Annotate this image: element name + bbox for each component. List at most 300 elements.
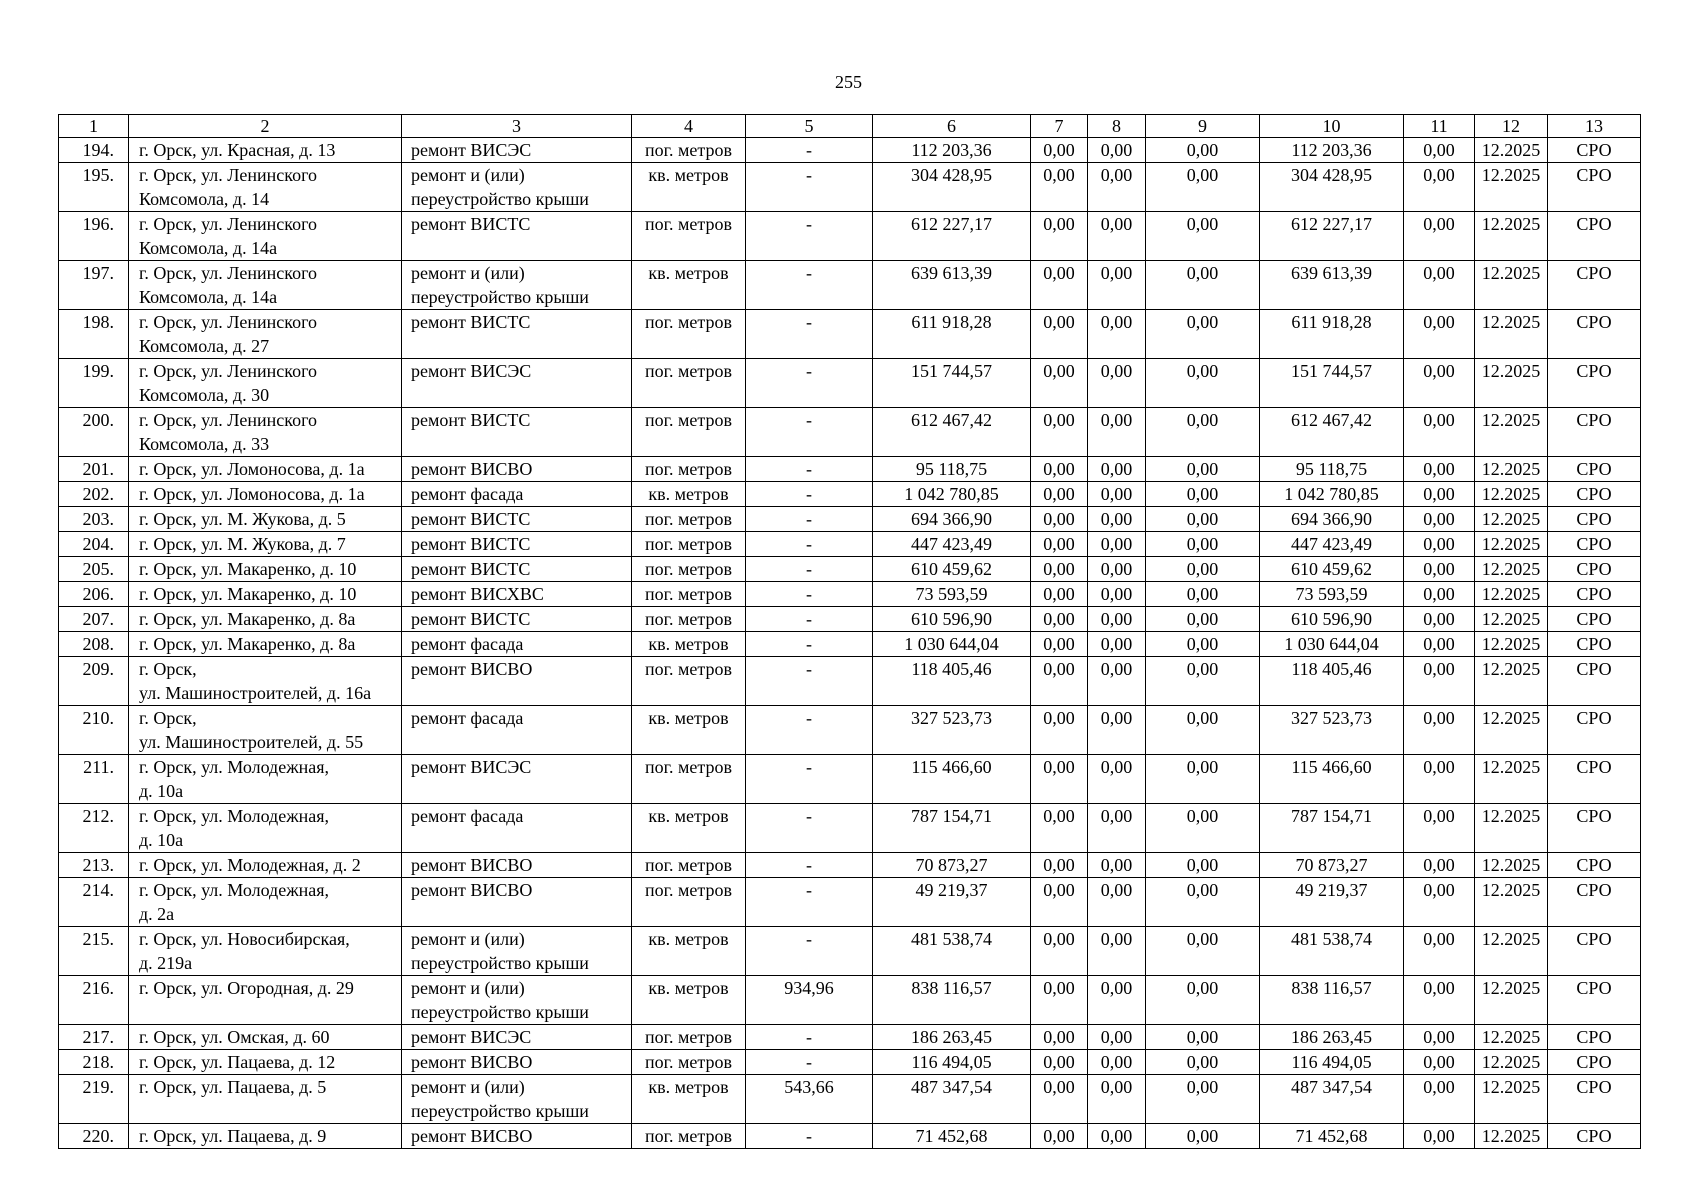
total-cost-cell: 447 423,49 bbox=[873, 532, 1031, 557]
quantity-cell: - bbox=[746, 457, 873, 482]
row-number: 198. bbox=[59, 310, 129, 359]
total-cost-cell: 118 405,46 bbox=[873, 657, 1031, 706]
other-funds-cell: 0,00 bbox=[1404, 804, 1475, 853]
row-number: 207. bbox=[59, 607, 129, 632]
address-cell: г. Орск, ул. Ленинского Комсомола, д. 14 bbox=[129, 163, 402, 212]
owners-funds-cell: 1 042 780,85 bbox=[1260, 482, 1404, 507]
table-row bbox=[59, 755, 1641, 804]
other-funds-cell: 0,00 bbox=[1404, 582, 1475, 607]
quantity-cell: 543,66 bbox=[746, 1075, 873, 1124]
address-cell: г. Орск, ул. Новосибирская, д. 219а bbox=[129, 927, 402, 976]
fund-cell: 0,00 bbox=[1031, 927, 1088, 976]
total-cost-cell: 612 467,42 bbox=[873, 408, 1031, 457]
method-cell: СРО bbox=[1548, 1124, 1641, 1149]
table-row bbox=[59, 1075, 1641, 1124]
work-type-cell: ремонт ВИСВО bbox=[402, 853, 632, 878]
quantity-cell: - bbox=[746, 755, 873, 804]
owners-funds-cell: 639 613,39 bbox=[1260, 261, 1404, 310]
fund-cell: 0,00 bbox=[1088, 557, 1146, 582]
row-number: 205. bbox=[59, 557, 129, 582]
table-row bbox=[59, 976, 1641, 1025]
row-number: 215. bbox=[59, 927, 129, 976]
quantity-cell: - bbox=[746, 927, 873, 976]
row-number: 219. bbox=[59, 1075, 129, 1124]
other-funds-cell: 0,00 bbox=[1404, 212, 1475, 261]
method-cell: СРО bbox=[1548, 706, 1641, 755]
fund-cell: 0,00 bbox=[1031, 532, 1088, 557]
address-cell: г. Орск, ул. Ломоносова, д. 1а bbox=[129, 457, 402, 482]
work-type-cell: ремонт ВИСТС bbox=[402, 557, 632, 582]
completion-date-cell: 12.2025 bbox=[1475, 557, 1548, 582]
row-number: 220. bbox=[59, 1124, 129, 1149]
method-cell: СРО bbox=[1548, 261, 1641, 310]
address-cell: г. Орск, ул. М. Жукова, д. 5 bbox=[129, 507, 402, 532]
fund-cell: 0,00 bbox=[1146, 706, 1260, 755]
row-number: 202. bbox=[59, 482, 129, 507]
work-type-cell: ремонт и (или) переустройство крыши bbox=[402, 976, 632, 1025]
completion-date-cell: 12.2025 bbox=[1475, 976, 1548, 1025]
owners-funds-cell: 186 263,45 bbox=[1260, 1025, 1404, 1050]
other-funds-cell: 0,00 bbox=[1404, 878, 1475, 927]
table-row bbox=[59, 1050, 1641, 1075]
owners-funds-cell: 118 405,46 bbox=[1260, 657, 1404, 706]
other-funds-cell: 0,00 bbox=[1404, 408, 1475, 457]
fund-cell: 0,00 bbox=[1146, 853, 1260, 878]
quantity-cell: - bbox=[746, 507, 873, 532]
quantity-cell: - bbox=[746, 408, 873, 457]
method-cell: СРО bbox=[1548, 457, 1641, 482]
row-number: 218. bbox=[59, 1050, 129, 1075]
method-cell: СРО bbox=[1548, 212, 1641, 261]
method-cell: СРО bbox=[1548, 482, 1641, 507]
unit-cell: пог. метров bbox=[632, 878, 746, 927]
method-cell: СРО bbox=[1548, 976, 1641, 1025]
total-cost-cell: 487 347,54 bbox=[873, 1075, 1031, 1124]
fund-cell: 0,00 bbox=[1031, 261, 1088, 310]
unit-cell: пог. метров bbox=[632, 1050, 746, 1075]
fund-cell: 0,00 bbox=[1031, 706, 1088, 755]
address-cell: г. Орск, ул. Макаренко, д. 10 bbox=[129, 582, 402, 607]
fund-cell: 0,00 bbox=[1088, 755, 1146, 804]
fund-cell: 0,00 bbox=[1146, 138, 1260, 163]
other-funds-cell: 0,00 bbox=[1404, 532, 1475, 557]
total-cost-cell: 95 118,75 bbox=[873, 457, 1031, 482]
total-cost-cell: 327 523,73 bbox=[873, 706, 1031, 755]
fund-cell: 0,00 bbox=[1031, 582, 1088, 607]
address-cell: г. Орск, ул. Машиностроителей, д. 55 bbox=[129, 706, 402, 755]
quantity-cell: - bbox=[746, 804, 873, 853]
fund-cell: 0,00 bbox=[1146, 976, 1260, 1025]
total-cost-cell: 838 116,57 bbox=[873, 976, 1031, 1025]
address-cell: г. Орск, ул. Макаренко, д. 8а bbox=[129, 632, 402, 657]
fund-cell: 0,00 bbox=[1088, 359, 1146, 408]
fund-cell: 0,00 bbox=[1146, 1075, 1260, 1124]
work-type-cell: ремонт ВИСЭС bbox=[402, 138, 632, 163]
completion-date-cell: 12.2025 bbox=[1475, 532, 1548, 557]
fund-cell: 0,00 bbox=[1088, 927, 1146, 976]
fund-cell: 0,00 bbox=[1088, 310, 1146, 359]
method-cell: СРО bbox=[1548, 1025, 1641, 1050]
fund-cell: 0,00 bbox=[1088, 1050, 1146, 1075]
fund-cell: 0,00 bbox=[1088, 582, 1146, 607]
total-cost-cell: 49 219,37 bbox=[873, 878, 1031, 927]
other-funds-cell: 0,00 bbox=[1404, 755, 1475, 804]
completion-date-cell: 12.2025 bbox=[1475, 138, 1548, 163]
total-cost-cell: 610 596,90 bbox=[873, 607, 1031, 632]
method-cell: СРО bbox=[1548, 138, 1641, 163]
table-row bbox=[59, 163, 1641, 212]
owners-funds-cell: 73 593,59 bbox=[1260, 582, 1404, 607]
owners-funds-cell: 327 523,73 bbox=[1260, 706, 1404, 755]
fund-cell: 0,00 bbox=[1088, 878, 1146, 927]
owners-funds-cell: 612 467,42 bbox=[1260, 408, 1404, 457]
fund-cell: 0,00 bbox=[1088, 457, 1146, 482]
row-number: 208. bbox=[59, 632, 129, 657]
row-number: 199. bbox=[59, 359, 129, 408]
table-row bbox=[59, 657, 1641, 706]
owners-funds-cell: 612 227,17 bbox=[1260, 212, 1404, 261]
table-row bbox=[59, 607, 1641, 632]
row-number: 206. bbox=[59, 582, 129, 607]
owners-funds-cell: 610 459,62 bbox=[1260, 557, 1404, 582]
total-cost-cell: 611 918,28 bbox=[873, 310, 1031, 359]
fund-cell: 0,00 bbox=[1146, 632, 1260, 657]
fund-cell: 0,00 bbox=[1031, 163, 1088, 212]
method-cell: СРО bbox=[1548, 1075, 1641, 1124]
owners-funds-cell: 1 030 644,04 bbox=[1260, 632, 1404, 657]
table-row bbox=[59, 457, 1641, 482]
other-funds-cell: 0,00 bbox=[1404, 310, 1475, 359]
work-type-cell: ремонт ВИСТС bbox=[402, 607, 632, 632]
total-cost-cell: 481 538,74 bbox=[873, 927, 1031, 976]
fund-cell: 0,00 bbox=[1146, 582, 1260, 607]
total-cost-cell: 694 366,90 bbox=[873, 507, 1031, 532]
quantity-cell: - bbox=[746, 657, 873, 706]
fund-cell: 0,00 bbox=[1146, 1124, 1260, 1149]
quantity-cell: - bbox=[746, 632, 873, 657]
other-funds-cell: 0,00 bbox=[1404, 607, 1475, 632]
address-cell: г. Орск, ул. Пацаева, д. 5 bbox=[129, 1075, 402, 1124]
completion-date-cell: 12.2025 bbox=[1475, 657, 1548, 706]
unit-cell: пог. метров bbox=[632, 557, 746, 582]
completion-date-cell: 12.2025 bbox=[1475, 212, 1548, 261]
fund-cell: 0,00 bbox=[1146, 804, 1260, 853]
address-cell: г. Орск, ул. Машиностроителей, д. 16а bbox=[129, 657, 402, 706]
row-number: 195. bbox=[59, 163, 129, 212]
total-cost-cell: 151 744,57 bbox=[873, 359, 1031, 408]
quantity-cell: - bbox=[746, 1050, 873, 1075]
column-header: 11 bbox=[1404, 115, 1475, 138]
owners-funds-cell: 115 466,60 bbox=[1260, 755, 1404, 804]
other-funds-cell: 0,00 bbox=[1404, 359, 1475, 408]
work-type-cell: ремонт ВИСВО bbox=[402, 457, 632, 482]
fund-cell: 0,00 bbox=[1088, 1124, 1146, 1149]
fund-cell: 0,00 bbox=[1088, 532, 1146, 557]
fund-cell: 0,00 bbox=[1031, 607, 1088, 632]
fund-cell: 0,00 bbox=[1088, 706, 1146, 755]
address-cell: г. Орск, ул. Молодежная, д. 2а bbox=[129, 878, 402, 927]
table-row bbox=[59, 138, 1641, 163]
fund-cell: 0,00 bbox=[1088, 657, 1146, 706]
work-type-cell: ремонт и (или) переустройство крыши bbox=[402, 927, 632, 976]
fund-cell: 0,00 bbox=[1146, 359, 1260, 408]
row-number: 211. bbox=[59, 755, 129, 804]
owners-funds-cell: 71 452,68 bbox=[1260, 1124, 1404, 1149]
table-row bbox=[59, 853, 1641, 878]
address-cell: г. Орск, ул. Омская, д. 60 bbox=[129, 1025, 402, 1050]
completion-date-cell: 12.2025 bbox=[1475, 755, 1548, 804]
work-type-cell: ремонт ВИСВО bbox=[402, 1050, 632, 1075]
owners-funds-cell: 694 366,90 bbox=[1260, 507, 1404, 532]
address-cell: г. Орск, ул. Макаренко, д. 10 bbox=[129, 557, 402, 582]
fund-cell: 0,00 bbox=[1146, 927, 1260, 976]
fund-cell: 0,00 bbox=[1146, 1025, 1260, 1050]
work-type-cell: ремонт ВИСВО bbox=[402, 878, 632, 927]
method-cell: СРО bbox=[1548, 878, 1641, 927]
completion-date-cell: 12.2025 bbox=[1475, 1025, 1548, 1050]
table-row bbox=[59, 532, 1641, 557]
work-type-cell: ремонт ВИСЭС bbox=[402, 1025, 632, 1050]
method-cell: СРО bbox=[1548, 755, 1641, 804]
total-cost-cell: 1 042 780,85 bbox=[873, 482, 1031, 507]
quantity-cell: - bbox=[746, 163, 873, 212]
work-type-cell: ремонт фасада bbox=[402, 482, 632, 507]
address-cell: г. Орск, ул. Пацаева, д. 9 bbox=[129, 1124, 402, 1149]
method-cell: СРО bbox=[1548, 532, 1641, 557]
address-cell: г. Орск, ул. Огородная, д. 29 bbox=[129, 976, 402, 1025]
unit-cell: кв. метров bbox=[632, 261, 746, 310]
quantity-cell: - bbox=[746, 582, 873, 607]
fund-cell: 0,00 bbox=[1088, 632, 1146, 657]
fund-cell: 0,00 bbox=[1146, 1050, 1260, 1075]
quantity-cell: 934,96 bbox=[746, 976, 873, 1025]
unit-cell: пог. метров bbox=[632, 507, 746, 532]
fund-cell: 0,00 bbox=[1146, 607, 1260, 632]
unit-cell: кв. метров bbox=[632, 927, 746, 976]
owners-funds-cell: 838 116,57 bbox=[1260, 976, 1404, 1025]
unit-cell: пог. метров bbox=[632, 408, 746, 457]
method-cell: СРО bbox=[1548, 632, 1641, 657]
fund-cell: 0,00 bbox=[1146, 532, 1260, 557]
method-cell: СРО bbox=[1548, 1050, 1641, 1075]
total-cost-cell: 304 428,95 bbox=[873, 163, 1031, 212]
address-cell: г. Орск, ул. Ленинского Комсомола, д. 14а bbox=[129, 212, 402, 261]
address-cell: г. Орск, ул. Молодежная, д. 10а bbox=[129, 804, 402, 853]
total-cost-cell: 71 452,68 bbox=[873, 1124, 1031, 1149]
row-number: 210. bbox=[59, 706, 129, 755]
other-funds-cell: 0,00 bbox=[1404, 632, 1475, 657]
fund-cell: 0,00 bbox=[1146, 482, 1260, 507]
fund-cell: 0,00 bbox=[1031, 1075, 1088, 1124]
method-cell: СРО bbox=[1548, 582, 1641, 607]
address-cell: г. Орск, ул. Пацаева, д. 12 bbox=[129, 1050, 402, 1075]
owners-funds-cell: 610 596,90 bbox=[1260, 607, 1404, 632]
fund-cell: 0,00 bbox=[1088, 482, 1146, 507]
table-row bbox=[59, 212, 1641, 261]
other-funds-cell: 0,00 bbox=[1404, 457, 1475, 482]
unit-cell: пог. метров bbox=[632, 359, 746, 408]
other-funds-cell: 0,00 bbox=[1404, 1050, 1475, 1075]
table-row bbox=[59, 1025, 1641, 1050]
other-funds-cell: 0,00 bbox=[1404, 927, 1475, 976]
completion-date-cell: 12.2025 bbox=[1475, 482, 1548, 507]
unit-cell: пог. метров bbox=[632, 1124, 746, 1149]
row-number: 209. bbox=[59, 657, 129, 706]
owners-funds-cell: 304 428,95 bbox=[1260, 163, 1404, 212]
column-header: 7 bbox=[1031, 115, 1088, 138]
unit-cell: пог. метров bbox=[632, 607, 746, 632]
fund-cell: 0,00 bbox=[1031, 878, 1088, 927]
fund-cell: 0,00 bbox=[1146, 557, 1260, 582]
unit-cell: кв. метров bbox=[632, 482, 746, 507]
address-cell: г. Орск, ул. М. Жукова, д. 7 bbox=[129, 532, 402, 557]
unit-cell: пог. метров bbox=[632, 657, 746, 706]
fund-cell: 0,00 bbox=[1031, 1050, 1088, 1075]
row-number: 201. bbox=[59, 457, 129, 482]
total-cost-cell: 787 154,71 bbox=[873, 804, 1031, 853]
row-number: 212. bbox=[59, 804, 129, 853]
row-number: 197. bbox=[59, 261, 129, 310]
column-header: 12 bbox=[1475, 115, 1548, 138]
table-row bbox=[59, 582, 1641, 607]
table-body bbox=[59, 138, 1641, 1149]
unit-cell: пог. метров bbox=[632, 212, 746, 261]
other-funds-cell: 0,00 bbox=[1404, 482, 1475, 507]
column-header: 4 bbox=[632, 115, 746, 138]
header-row bbox=[59, 115, 1641, 138]
table-row bbox=[59, 261, 1641, 310]
quantity-cell: - bbox=[746, 532, 873, 557]
completion-date-cell: 12.2025 bbox=[1475, 632, 1548, 657]
fund-cell: 0,00 bbox=[1088, 1075, 1146, 1124]
column-header: 10 bbox=[1260, 115, 1404, 138]
fund-cell: 0,00 bbox=[1031, 557, 1088, 582]
method-cell: СРО bbox=[1548, 310, 1641, 359]
table-row bbox=[59, 507, 1641, 532]
work-type-cell: ремонт ВИСТС bbox=[402, 507, 632, 532]
fund-cell: 0,00 bbox=[1088, 261, 1146, 310]
unit-cell: пог. метров bbox=[632, 310, 746, 359]
method-cell: СРО bbox=[1548, 163, 1641, 212]
address-cell: г. Орск, ул. Молодежная, д. 10а bbox=[129, 755, 402, 804]
work-type-cell: ремонт ВИСВО bbox=[402, 657, 632, 706]
unit-cell: пог. метров bbox=[632, 853, 746, 878]
total-cost-cell: 116 494,05 bbox=[873, 1050, 1031, 1075]
fund-cell: 0,00 bbox=[1088, 212, 1146, 261]
total-cost-cell: 70 873,27 bbox=[873, 853, 1031, 878]
fund-cell: 0,00 bbox=[1031, 804, 1088, 853]
quantity-cell: - bbox=[746, 853, 873, 878]
column-header: 6 bbox=[873, 115, 1031, 138]
fund-cell: 0,00 bbox=[1088, 138, 1146, 163]
address-cell: г. Орск, ул. Молодежная, д. 2 bbox=[129, 853, 402, 878]
completion-date-cell: 12.2025 bbox=[1475, 507, 1548, 532]
fund-cell: 0,00 bbox=[1031, 1025, 1088, 1050]
fund-cell: 0,00 bbox=[1146, 163, 1260, 212]
other-funds-cell: 0,00 bbox=[1404, 163, 1475, 212]
other-funds-cell: 0,00 bbox=[1404, 706, 1475, 755]
fund-cell: 0,00 bbox=[1088, 163, 1146, 212]
quantity-cell: - bbox=[746, 138, 873, 163]
unit-cell: пог. метров bbox=[632, 755, 746, 804]
fund-cell: 0,00 bbox=[1031, 310, 1088, 359]
fund-cell: 0,00 bbox=[1088, 976, 1146, 1025]
other-funds-cell: 0,00 bbox=[1404, 138, 1475, 163]
work-type-cell: ремонт фасада bbox=[402, 804, 632, 853]
repair-program-table bbox=[58, 114, 1641, 1149]
owners-funds-cell: 70 873,27 bbox=[1260, 853, 1404, 878]
quantity-cell: - bbox=[746, 557, 873, 582]
quantity-cell: - bbox=[746, 212, 873, 261]
fund-cell: 0,00 bbox=[1031, 853, 1088, 878]
work-type-cell: ремонт фасада bbox=[402, 632, 632, 657]
method-cell: СРО bbox=[1548, 507, 1641, 532]
fund-cell: 0,00 bbox=[1088, 1025, 1146, 1050]
fund-cell: 0,00 bbox=[1088, 607, 1146, 632]
table-row bbox=[59, 878, 1641, 927]
address-cell: г. Орск, ул. Красная, д. 13 bbox=[129, 138, 402, 163]
completion-date-cell: 12.2025 bbox=[1475, 607, 1548, 632]
fund-cell: 0,00 bbox=[1031, 632, 1088, 657]
work-type-cell: ремонт фасада bbox=[402, 706, 632, 755]
address-cell: г. Орск, ул. Ломоносова, д. 1а bbox=[129, 482, 402, 507]
fund-cell: 0,00 bbox=[1031, 359, 1088, 408]
owners-funds-cell: 95 118,75 bbox=[1260, 457, 1404, 482]
table-row bbox=[59, 804, 1641, 853]
row-number: 217. bbox=[59, 1025, 129, 1050]
address-cell: г. Орск, ул. Макаренко, д. 8а bbox=[129, 607, 402, 632]
fund-cell: 0,00 bbox=[1088, 507, 1146, 532]
other-funds-cell: 0,00 bbox=[1404, 1075, 1475, 1124]
method-cell: СРО bbox=[1548, 657, 1641, 706]
unit-cell: кв. метров bbox=[632, 1075, 746, 1124]
table-row bbox=[59, 927, 1641, 976]
address-cell: г. Орск, ул. Ленинского Комсомола, д. 30 bbox=[129, 359, 402, 408]
total-cost-cell: 186 263,45 bbox=[873, 1025, 1031, 1050]
owners-funds-cell: 481 538,74 bbox=[1260, 927, 1404, 976]
quantity-cell: - bbox=[746, 482, 873, 507]
owners-funds-cell: 112 203,36 bbox=[1260, 138, 1404, 163]
owners-funds-cell: 611 918,28 bbox=[1260, 310, 1404, 359]
column-header: 3 bbox=[402, 115, 632, 138]
column-header: 2 bbox=[129, 115, 402, 138]
other-funds-cell: 0,00 bbox=[1404, 1025, 1475, 1050]
fund-cell: 0,00 bbox=[1031, 507, 1088, 532]
unit-cell: пог. метров bbox=[632, 457, 746, 482]
other-funds-cell: 0,00 bbox=[1404, 976, 1475, 1025]
row-number: 203. bbox=[59, 507, 129, 532]
completion-date-cell: 12.2025 bbox=[1475, 163, 1548, 212]
completion-date-cell: 12.2025 bbox=[1475, 1075, 1548, 1124]
completion-date-cell: 12.2025 bbox=[1475, 359, 1548, 408]
unit-cell: кв. метров bbox=[632, 804, 746, 853]
page-number: 255 bbox=[835, 72, 862, 92]
work-type-cell: ремонт ВИСТС bbox=[402, 310, 632, 359]
fund-cell: 0,00 bbox=[1146, 657, 1260, 706]
fund-cell: 0,00 bbox=[1031, 138, 1088, 163]
fund-cell: 0,00 bbox=[1146, 212, 1260, 261]
total-cost-cell: 73 593,59 bbox=[873, 582, 1031, 607]
fund-cell: 0,00 bbox=[1031, 482, 1088, 507]
fund-cell: 0,00 bbox=[1031, 976, 1088, 1025]
fund-cell: 0,00 bbox=[1146, 310, 1260, 359]
method-cell: СРО bbox=[1548, 804, 1641, 853]
table-row bbox=[59, 482, 1641, 507]
column-header: 1 bbox=[59, 115, 129, 138]
method-cell: СРО bbox=[1548, 927, 1641, 976]
fund-cell: 0,00 bbox=[1146, 408, 1260, 457]
other-funds-cell: 0,00 bbox=[1404, 657, 1475, 706]
